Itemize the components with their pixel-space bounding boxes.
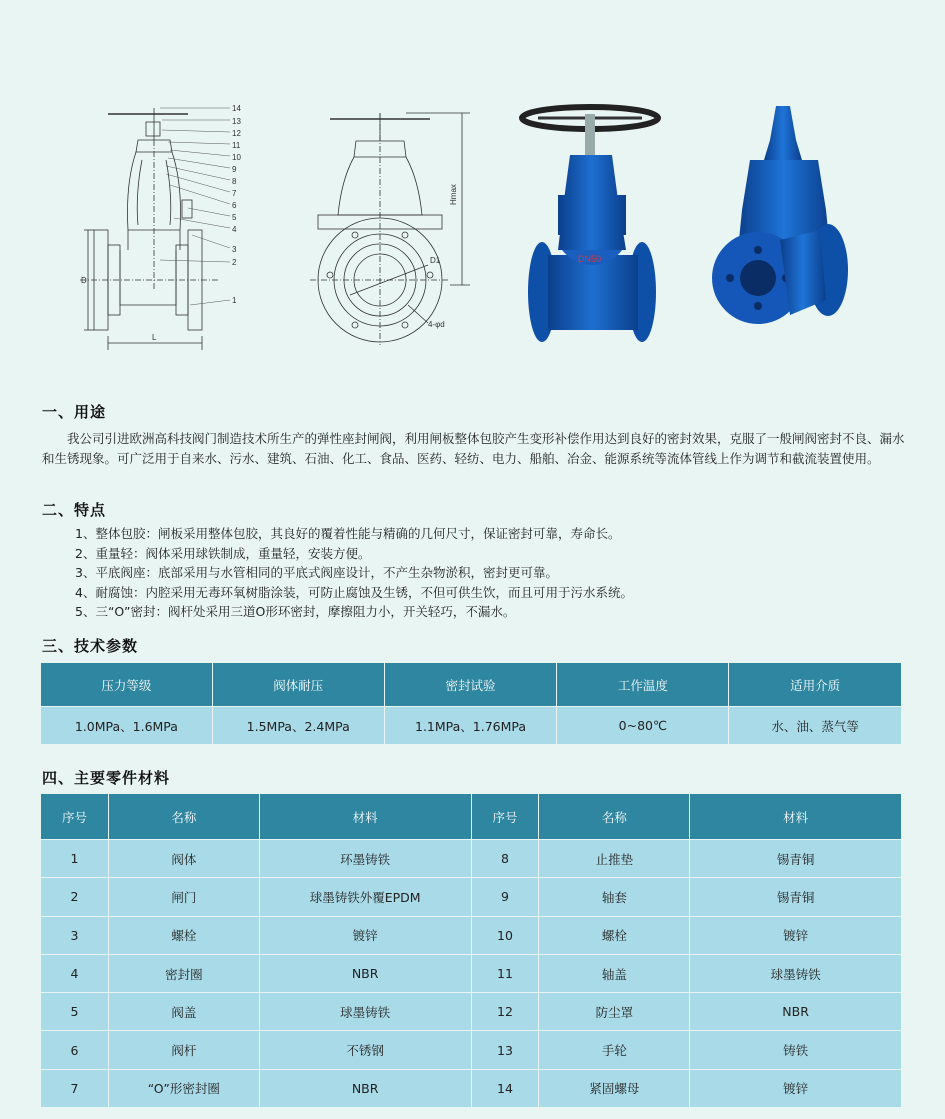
table-cell: 螺栓 [539,916,690,954]
materials-header-cell: 名称 [108,794,259,840]
table-row [41,916,902,954]
params-header-cell: 工作温度 [557,663,729,707]
materials-header-row [41,794,902,840]
materials-heading: 四、主要零件材料 [42,769,171,787]
table-cell: 球墨铸铁 [690,954,902,992]
table-row [41,878,902,916]
part-label: 2 [232,258,237,267]
feature-item: 5、三“O”密封：阀杆处采用三道O形环密封，摩擦阻力小，开关轻巧，不漏水。 [75,604,516,619]
table-row [41,993,902,1031]
materials-table [40,793,902,1108]
params-header-cell: 压力等级 [41,663,213,707]
photo-dn-label: DN50 [578,254,602,264]
part-label: 7 [232,189,237,198]
table-cell: 密封圈 [108,954,259,992]
feature-item: 3、平底阀座：底部采用与水管相同的平底式阀座设计，不产生杂物淤积，密封更可靠。 [75,565,558,580]
table-row [41,1069,902,1107]
params-value-cell: 0~80℃ [557,707,729,745]
part-label: 4 [232,225,237,234]
table-cell: 紧固螺母 [539,1069,690,1107]
part-label: 13 [232,117,241,126]
table-cell: 止推垫 [539,840,690,878]
table-cell: 轴套 [539,878,690,916]
dim-label-hmax: Hmax [449,184,458,205]
params-value-row [41,707,902,745]
front-view-drawing [310,105,480,345]
table-cell: 手轮 [539,1031,690,1069]
params-value-cell: 水、油、蒸气等 [729,707,902,745]
materials-header-cell: 序号 [471,794,539,840]
table-cell: 8 [471,840,539,878]
table-cell: 镀锌 [259,916,471,954]
table-cell: 阀杆 [108,1031,259,1069]
table-cell: 13 [471,1031,539,1069]
table-cell: 螺栓 [108,916,259,954]
part-label: 9 [232,165,237,174]
table-cell: NBR [690,993,902,1031]
table-cell: NBR [259,1069,471,1107]
table-cell: 12 [471,993,539,1031]
table-row [41,954,902,992]
table-cell: 1 [41,840,109,878]
dim-label-bolt: 4-φd [428,320,445,329]
table-cell: 2 [41,878,109,916]
table-cell: 4 [41,954,109,992]
table-cell: 6 [41,1031,109,1069]
table-row [41,840,902,878]
part-label: 6 [232,201,237,210]
table-cell: 11 [471,954,539,992]
part-label: 11 [232,141,241,150]
params-header-row [41,663,902,707]
part-label: 12 [232,129,241,138]
table-cell: 阀盖 [108,993,259,1031]
dim-label-l: L [152,333,157,342]
materials-header-cell: 序号 [41,794,109,840]
table-cell: 锡青铜 [690,840,902,878]
feature-item: 2、重量轻：阀体采用球铁制成，重量轻，安装方便。 [75,545,371,561]
materials-header-cell: 名称 [539,794,690,840]
dim-label-d: D [81,276,87,285]
materials-body [41,840,902,1108]
table-cell: 7 [41,1069,109,1107]
dim-label-d1: D1 [430,256,441,265]
params-heading: 三、技术参数 [42,637,139,655]
params-value-cell: 1.1MPa、1.76MPa [384,707,557,745]
part-label: 1 [232,296,237,305]
table-cell: 镀锌 [690,916,902,954]
table-cell: 9 [471,878,539,916]
params-value-cell: 1.5MPa、2.4MPa [212,707,384,745]
table-cell: 3 [41,916,109,954]
table-cell: 5 [41,993,109,1031]
materials-header-cell: 材料 [690,794,902,840]
feature-item: 1、整体包胶：闸板采用整体包胶，其良好的覆着性能与精确的几何尺寸，保证密封可靠，寿命长。 [75,526,621,541]
part-label: 3 [232,245,237,254]
part-label: 10 [232,153,241,162]
usage-heading: 一、用途 [42,403,107,421]
params-value-cell: 1.0MPa、1.6MPa [41,707,213,745]
table-cell: 球墨铸铁外覆EPDM [259,878,471,916]
table-cell: 环墨铸铁 [259,840,471,878]
feature-item: 4、耐腐蚀：内腔采用无毒环氧树脂涂装，可防止腐蚀及生锈，不但可供生饮，而且可用于污水系统。 [75,584,633,600]
valve-photo-handwheel [518,100,668,355]
params-header-cell: 适用介质 [729,663,902,707]
params-header-cell: 阀体耐压 [212,663,384,707]
usage-text: 我公司引进欧洲高科技阀门制造技术所生产的弹性座封闸阀，利用闸板整体包胶产生变形补偿作用达到良好的密封效果，克服了一般闸阀密封不良、漏水和生锈现象。可广泛用于自来水、污水、建筑、石油、化工、食品、医药、轻纺、电力、船舶、冶金、能源系统等流体管线上作为调节和截流装置使用。 [42,431,905,466]
table-cell: 不锈钢 [259,1031,471,1069]
features-list [75,524,633,622]
figures-area [0,0,945,380]
part-label: 14 [232,104,241,113]
table-cell: 阀体 [108,840,259,878]
valve-photo-cap [710,100,860,355]
params-table [40,662,902,745]
table-cell: 锡青铜 [690,878,902,916]
table-cell: 镀锌 [690,1069,902,1107]
table-cell: 铸铁 [690,1031,902,1069]
table-cell: 14 [471,1069,539,1107]
table-cell: 10 [471,916,539,954]
part-label: 5 [232,213,237,222]
part-label: 8 [232,177,237,186]
table-cell: 轴盖 [539,954,690,992]
params-header-cell: 密封试验 [384,663,557,707]
table-cell: 防尘罩 [539,993,690,1031]
table-cell: “O”形密封圈 [108,1069,259,1107]
features-heading: 二、特点 [42,501,107,519]
section-drawing [80,100,250,355]
table-row [41,1031,902,1069]
table-cell: NBR [259,954,471,992]
table-cell: 球墨铸铁 [259,993,471,1031]
table-cell: 闸门 [108,878,259,916]
materials-header-cell: 材料 [259,794,471,840]
